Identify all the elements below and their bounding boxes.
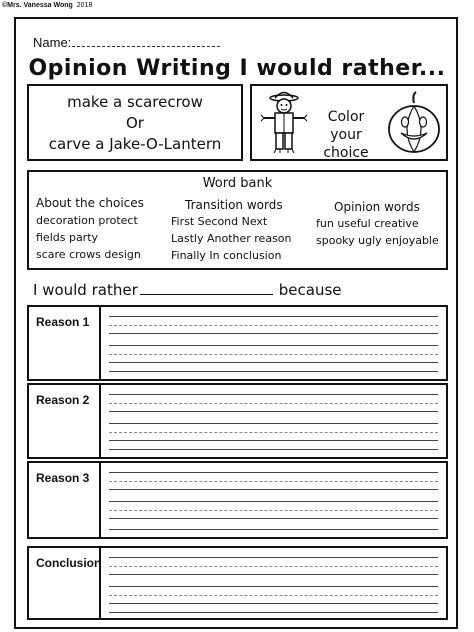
opinion-row-1: fun useful creative	[316, 217, 419, 230]
color-choice-box	[250, 84, 448, 161]
about-row-1: decoration protect	[36, 214, 138, 227]
conclusion-writing-lines[interactable]	[109, 548, 438, 618]
reason-1-section	[27, 305, 448, 381]
color-text-line-1: Color your	[327, 109, 365, 143]
transition-row-1: First Second Next	[171, 215, 268, 228]
prompt-end: because	[278, 281, 342, 299]
reason-2-writing-lines[interactable]	[109, 385, 438, 457]
pumpkin-icon[interactable]	[386, 91, 442, 155]
choice-or: Or	[126, 114, 144, 132]
choice-2: carve a Jake-O-Lantern	[48, 135, 222, 153]
reason-1-writing-lines[interactable]	[109, 307, 438, 379]
reason-2-section	[27, 383, 448, 459]
color-text-line-2: choice	[323, 145, 369, 161]
reason-1-label: Reason 1	[36, 315, 90, 329]
word-bank-title: Word bank	[202, 176, 273, 191]
choice-blank[interactable]	[140, 282, 273, 295]
choice-1: make a scarecrow	[67, 93, 203, 111]
name-label: Name:	[33, 35, 72, 50]
opinion-heading: Opinion words	[334, 200, 420, 214]
reason-3-section	[27, 461, 448, 539]
about-heading: About the choices	[36, 196, 144, 210]
about-row-2: fields party	[36, 231, 99, 244]
copyright-text: ©Mrs. Vanessa Wong	[2, 2, 73, 9]
conclusion-section	[27, 546, 448, 620]
reason-3-label: Reason 3	[36, 471, 90, 485]
transition-row-3: Finally In conclusion	[171, 249, 282, 262]
scarecrow-icon[interactable]	[260, 91, 308, 155]
transition-row-2: Lastly Another reason	[171, 232, 292, 245]
conclusion-label-cell	[29, 548, 101, 618]
worksheet-title: Opinion Writing I would rather...	[28, 56, 446, 81]
reason-2-label-cell	[29, 385, 101, 457]
choices-box	[27, 84, 243, 161]
reason-1-label-cell	[29, 307, 101, 379]
opinion-prompt	[33, 281, 342, 299]
color-your-choice-text	[310, 108, 382, 162]
word-bank-about-column	[36, 196, 144, 263]
reason-3-label-cell	[29, 463, 101, 537]
reason-3-writing-lines[interactable]	[109, 463, 438, 537]
word-bank	[27, 170, 448, 270]
transition-heading: Transition words	[185, 198, 283, 212]
conclusion-label: Conclusion	[36, 556, 102, 570]
opinion-row-2: spooky ugly enjoyable	[316, 234, 439, 247]
prompt-start: I would rather	[33, 281, 138, 299]
word-bank-opinion-column	[316, 200, 439, 249]
name-field[interactable]	[72, 46, 220, 47]
copyright-year: 2018	[76, 2, 93, 9]
copyright-notice	[2, 2, 92, 9]
reason-2-label: Reason 2	[36, 393, 90, 407]
word-bank-transition-column	[171, 198, 292, 264]
about-row-3: scare crows design	[36, 248, 141, 261]
